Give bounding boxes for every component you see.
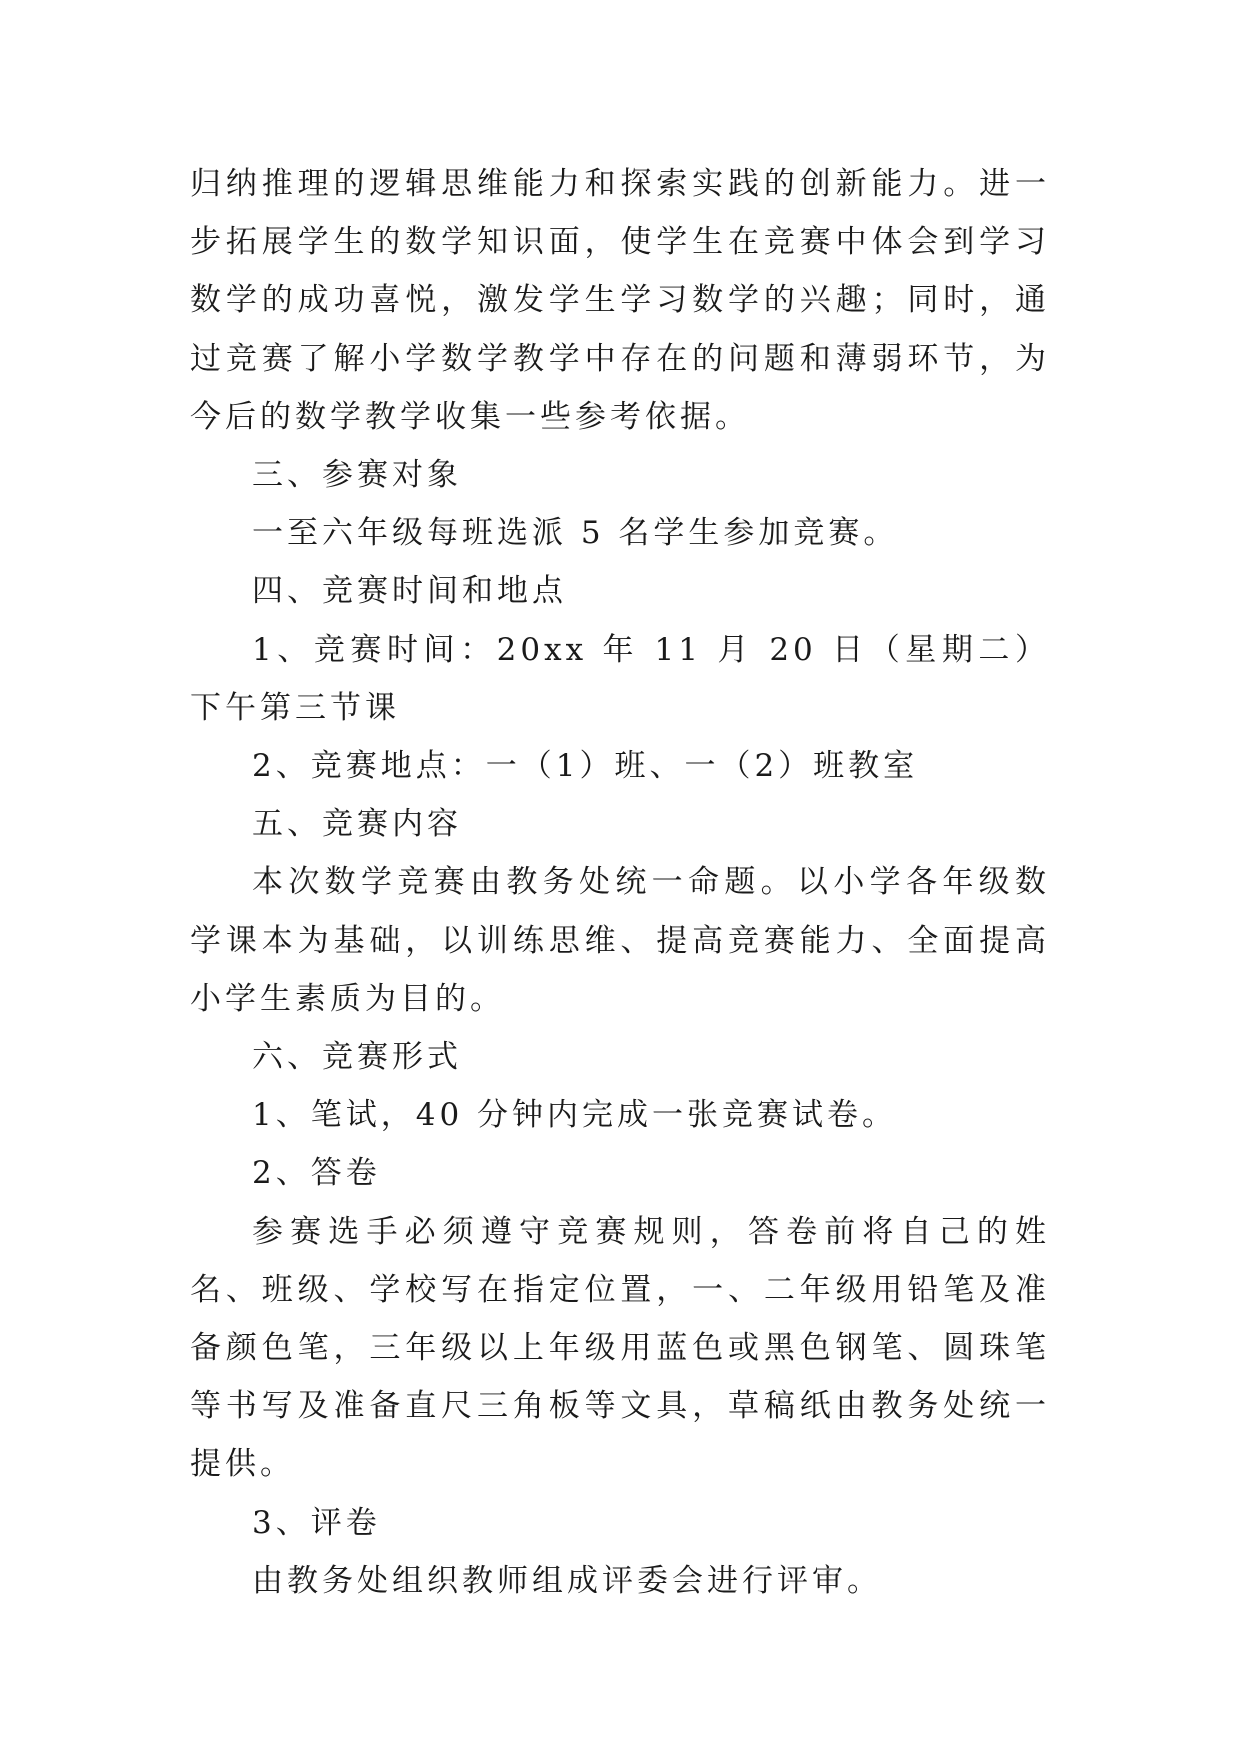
heading-time-place: 四、竞赛时间和地点 bbox=[252, 573, 567, 610]
paragraph-competition-place: 2、竞赛地点：一（1）班、一（2）班教室 bbox=[252, 748, 919, 785]
document-body bbox=[190, 155, 1050, 1610]
paragraph-objective-continued: 归纳推理的逻辑思维能力和探索实践的创新能力。进一步拓展学生的数学知识面，使学生在竞赛中体会到学习数学的成功喜悦，激发学生学习数学的兴趣；同时，通过竞赛了解小学数学教学中存在的问题和薄弱环节，为今后的数学教学收集一些参考依据。 bbox=[190, 166, 1050, 435]
subheading-grading: 3、评卷 bbox=[252, 1504, 381, 1541]
paragraph-grading: 由教务处组织教师组成评委会进行评审。 bbox=[252, 1562, 882, 1599]
heading-participants: 三、参赛对象 bbox=[252, 457, 462, 494]
paragraph-written-test: 1、笔试，40 分钟内完成一张竞赛试卷。 bbox=[252, 1097, 898, 1134]
paragraph-participants: 一至六年级每班选派 5 名学生参加竞赛。 bbox=[252, 515, 899, 552]
paragraph-competition-time: 1、竞赛时间：20xx 年 11 月 20 日（星期二）下午第三节课 bbox=[190, 631, 1050, 726]
heading-content: 五、竞赛内容 bbox=[252, 806, 462, 843]
paragraph-content: 本次数学竞赛由教务处统一命题。以小学各年级数学课本为基础，以训练思维、提高竞赛能力、全面提高小学生素质为目的。 bbox=[190, 864, 1050, 1017]
paragraph-answering-rules: 参赛选手必须遵守竞赛规则，答卷前将自己的姓名、班级、学校写在指定位置，一、二年级用铅笔及准备颜色笔，三年级以上年级用蓝色或黑色钢笔、圆珠笔等书写及准备直尺三角板等文具，草稿纸由教务处统一提供。 bbox=[190, 1213, 1050, 1483]
subheading-answering: 2、答卷 bbox=[252, 1155, 381, 1192]
heading-format: 六、竞赛形式 bbox=[252, 1039, 462, 1076]
